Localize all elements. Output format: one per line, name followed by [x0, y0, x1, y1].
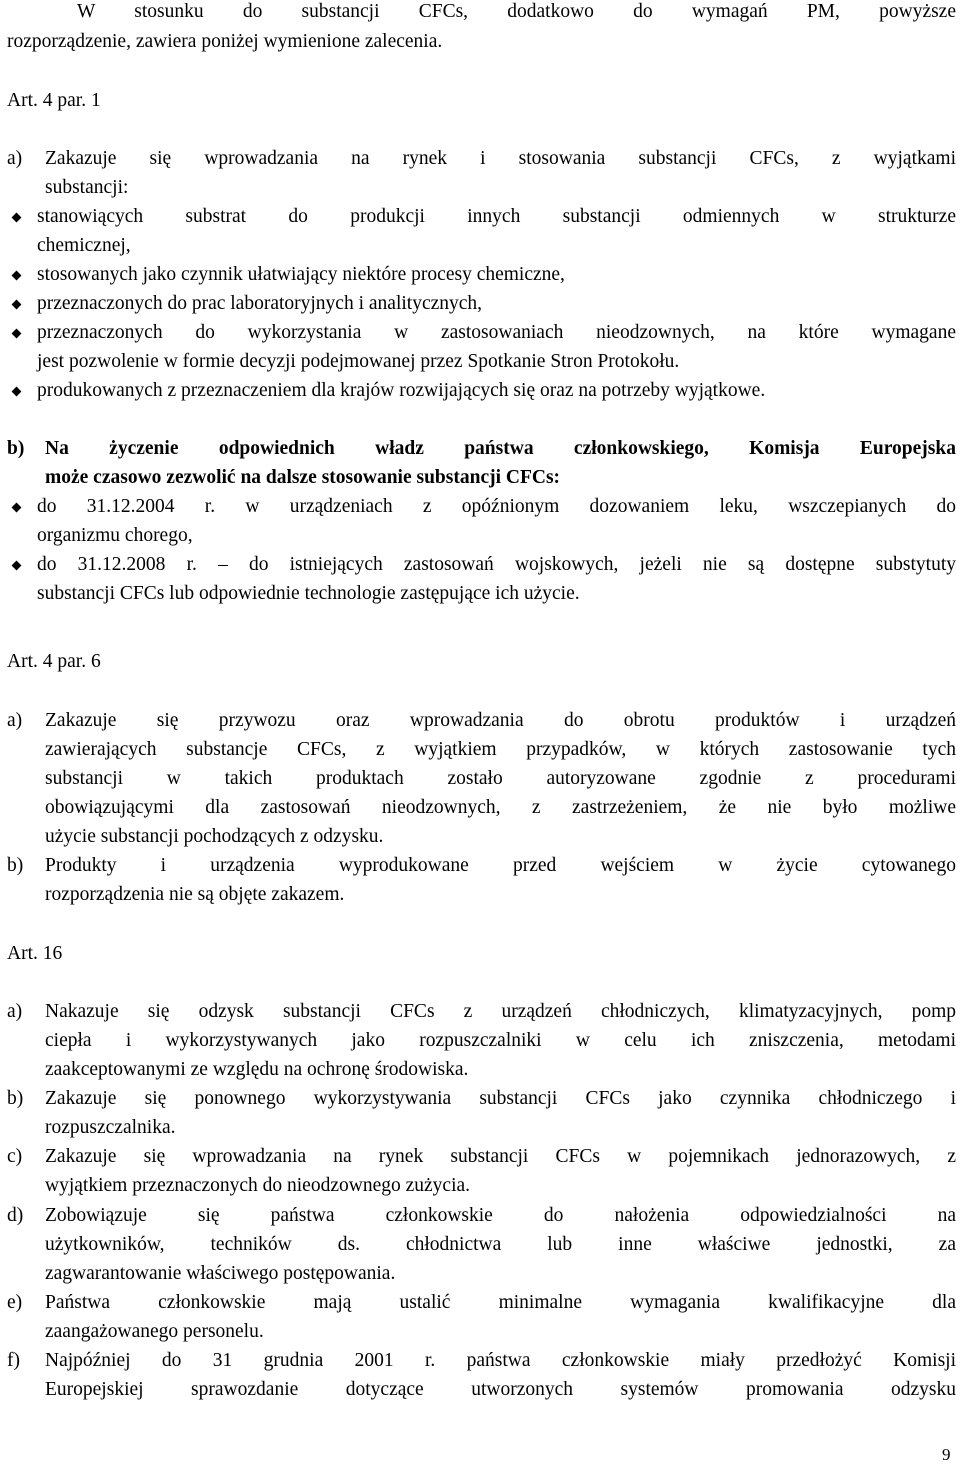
bullet-text: jest pozwolenie w formie decyzji podejmowanej przez Spotkanie Stron Protokołu. [37, 351, 680, 372]
section-heading: Art. 4 par. 1 [7, 90, 101, 111]
bullet-diamond-icon [12, 503, 22, 513]
paragraph-line: Zakazuje się wprowadzania na rynek substancji CFCs w pojemnikach jednorazowych, z [45, 1146, 956, 1167]
paragraph-line: użytkowników, techników ds. chłodnictwa lub inne właściwe jednostki, za [45, 1234, 956, 1255]
paragraph-line: zawierających substancje CFCs, z wyjątkiem przypadków, w których zastosowanie tych [45, 739, 956, 760]
bullet-diamond-icon [12, 213, 22, 223]
item-marker: a) [7, 1001, 23, 1022]
item-marker: e) [7, 1292, 23, 1313]
bullet-diamond-icon [12, 329, 22, 339]
item-marker: a) [7, 148, 23, 169]
bullet-text: przeznaczonych do wykorzystania w zastosowaniach nieodzownych, na które wymagane [37, 322, 956, 343]
paragraph-line: Zakazuje się przywozu oraz wprowadzania do obrotu produktów i urządzeń [45, 710, 956, 731]
bullet-text: stanowiących substrat do produkcji innych substancji odmiennych w strukturze [37, 206, 956, 227]
paragraph-line: może czasowo zezwolić na dalsze stosowanie substancji CFCs: [45, 467, 561, 488]
item-marker: f) [7, 1350, 20, 1371]
paragraph-line: Najpóźniej do 31 grudnia 2001 r. państwa członkowskie miały przedłożyć Komisji [45, 1350, 956, 1371]
bullet-text: organizmu chorego, [37, 525, 193, 546]
bullet-diamond-icon [12, 271, 22, 281]
paragraph-line: Na życzenie odpowiednich władz państwa członkowskiego, Komisja Europejska [45, 438, 956, 459]
paragraph-line: zaangażowanego personelu. [45, 1321, 264, 1342]
bullet-text: przeznaczonych do prac laboratoryjnych i analitycznych, [37, 293, 483, 314]
bullet-text: chemicznej, [37, 235, 131, 256]
paragraph-line: substancji: [45, 177, 129, 198]
item-marker: d) [7, 1205, 24, 1226]
paragraph-line: Zobowiązuje się państwa członkowskie do nałożenia odpowiedzialności na [45, 1205, 956, 1226]
paragraph-line: zaakceptowanymi ze względu na ochronę środowiska. [45, 1059, 469, 1080]
bullet-text: do 31.12.2004 r. w urządzeniach z opóźnionym dozowaniem leku, wszczepianych do [37, 496, 956, 517]
section-heading: Art. 16 [7, 943, 63, 964]
paragraph-line: Zakazuje się ponownego wykorzystywania substancji CFCs jako czynnika chłodniczego i [45, 1088, 956, 1109]
page-number: 9 [942, 1445, 951, 1464]
bullet-diamond-icon [12, 561, 22, 571]
paragraph-line: Produkty i urządzenia wyprodukowane przed wejściem w życie cytowanego [45, 855, 956, 876]
paragraph-line: Zakazuje się wprowadzania na rynek i stosowania substancji CFCs, z wyjątkami [45, 148, 956, 169]
paragraph-line: Nakazuje się odzysk substancji CFCs z urządzeń chłodniczych, klimatyzacyjnych, pomp [45, 1001, 956, 1022]
intro-line: W stosunku do substancji CFCs, dodatkowo do wymagań PM, powyższe [77, 1, 956, 22]
section-heading: Art. 4 par. 6 [7, 651, 101, 672]
paragraph-line: substancji w takich produktach zostało autoryzowane zgodnie z procedurami [45, 768, 956, 789]
paragraph-line: wyjątkiem przeznaczonych do nieodzownego zużycia. [45, 1175, 471, 1196]
bullet-text: substancji CFCs lub odpowiednie technologie zastępujące ich użycie. [37, 583, 580, 604]
item-marker: b) [7, 438, 25, 459]
item-marker: b) [7, 855, 24, 876]
bullet-diamond-icon [12, 300, 22, 310]
paragraph-line: Państwa członkowskie mają ustalić minimalne wymagania kwalifikacyjne dla [45, 1292, 956, 1313]
bullet-text: do 31.12.2008 r. – do istniejących zastosowań wojskowych, jeżeli nie są dostępne substytuty [37, 554, 956, 575]
item-marker: c) [7, 1146, 23, 1167]
paragraph-line: rozpuszczalnika. [45, 1117, 176, 1138]
item-marker: b) [7, 1088, 24, 1109]
intro-line: rozporządzenie, zawiera poniżej wymienione zalecenia. [7, 31, 443, 52]
bullet-text: stosowanych jako czynnik ułatwiający niektóre procesy chemiczne, [37, 264, 565, 285]
paragraph-line: Europejskiej sprawozdanie dotyczące utworzonych systemów promowania odzysku [45, 1379, 956, 1400]
paragraph-line: użycie substancji pochodzących z odzysku. [45, 826, 384, 847]
bullet-diamond-icon [12, 387, 22, 397]
paragraph-line: rozporządzenia nie są objęte zakazem. [45, 884, 345, 905]
paragraph-line: zagwarantowanie właściwego postępowania. [45, 1263, 396, 1284]
item-marker: a) [7, 710, 23, 731]
paragraph-line: ciepła i wykorzystywanych jako rozpuszczalniki w celu ich zniszczenia, metodami [45, 1030, 956, 1051]
paragraph-line: obowiązującymi dla zastosowań nieodzownych, z zastrzeżeniem, że nie było możliwe [45, 797, 956, 818]
bullet-text: produkowanych z przeznaczeniem dla krajów rozwijających się oraz na potrzeby wyjątkowe. [37, 380, 766, 401]
